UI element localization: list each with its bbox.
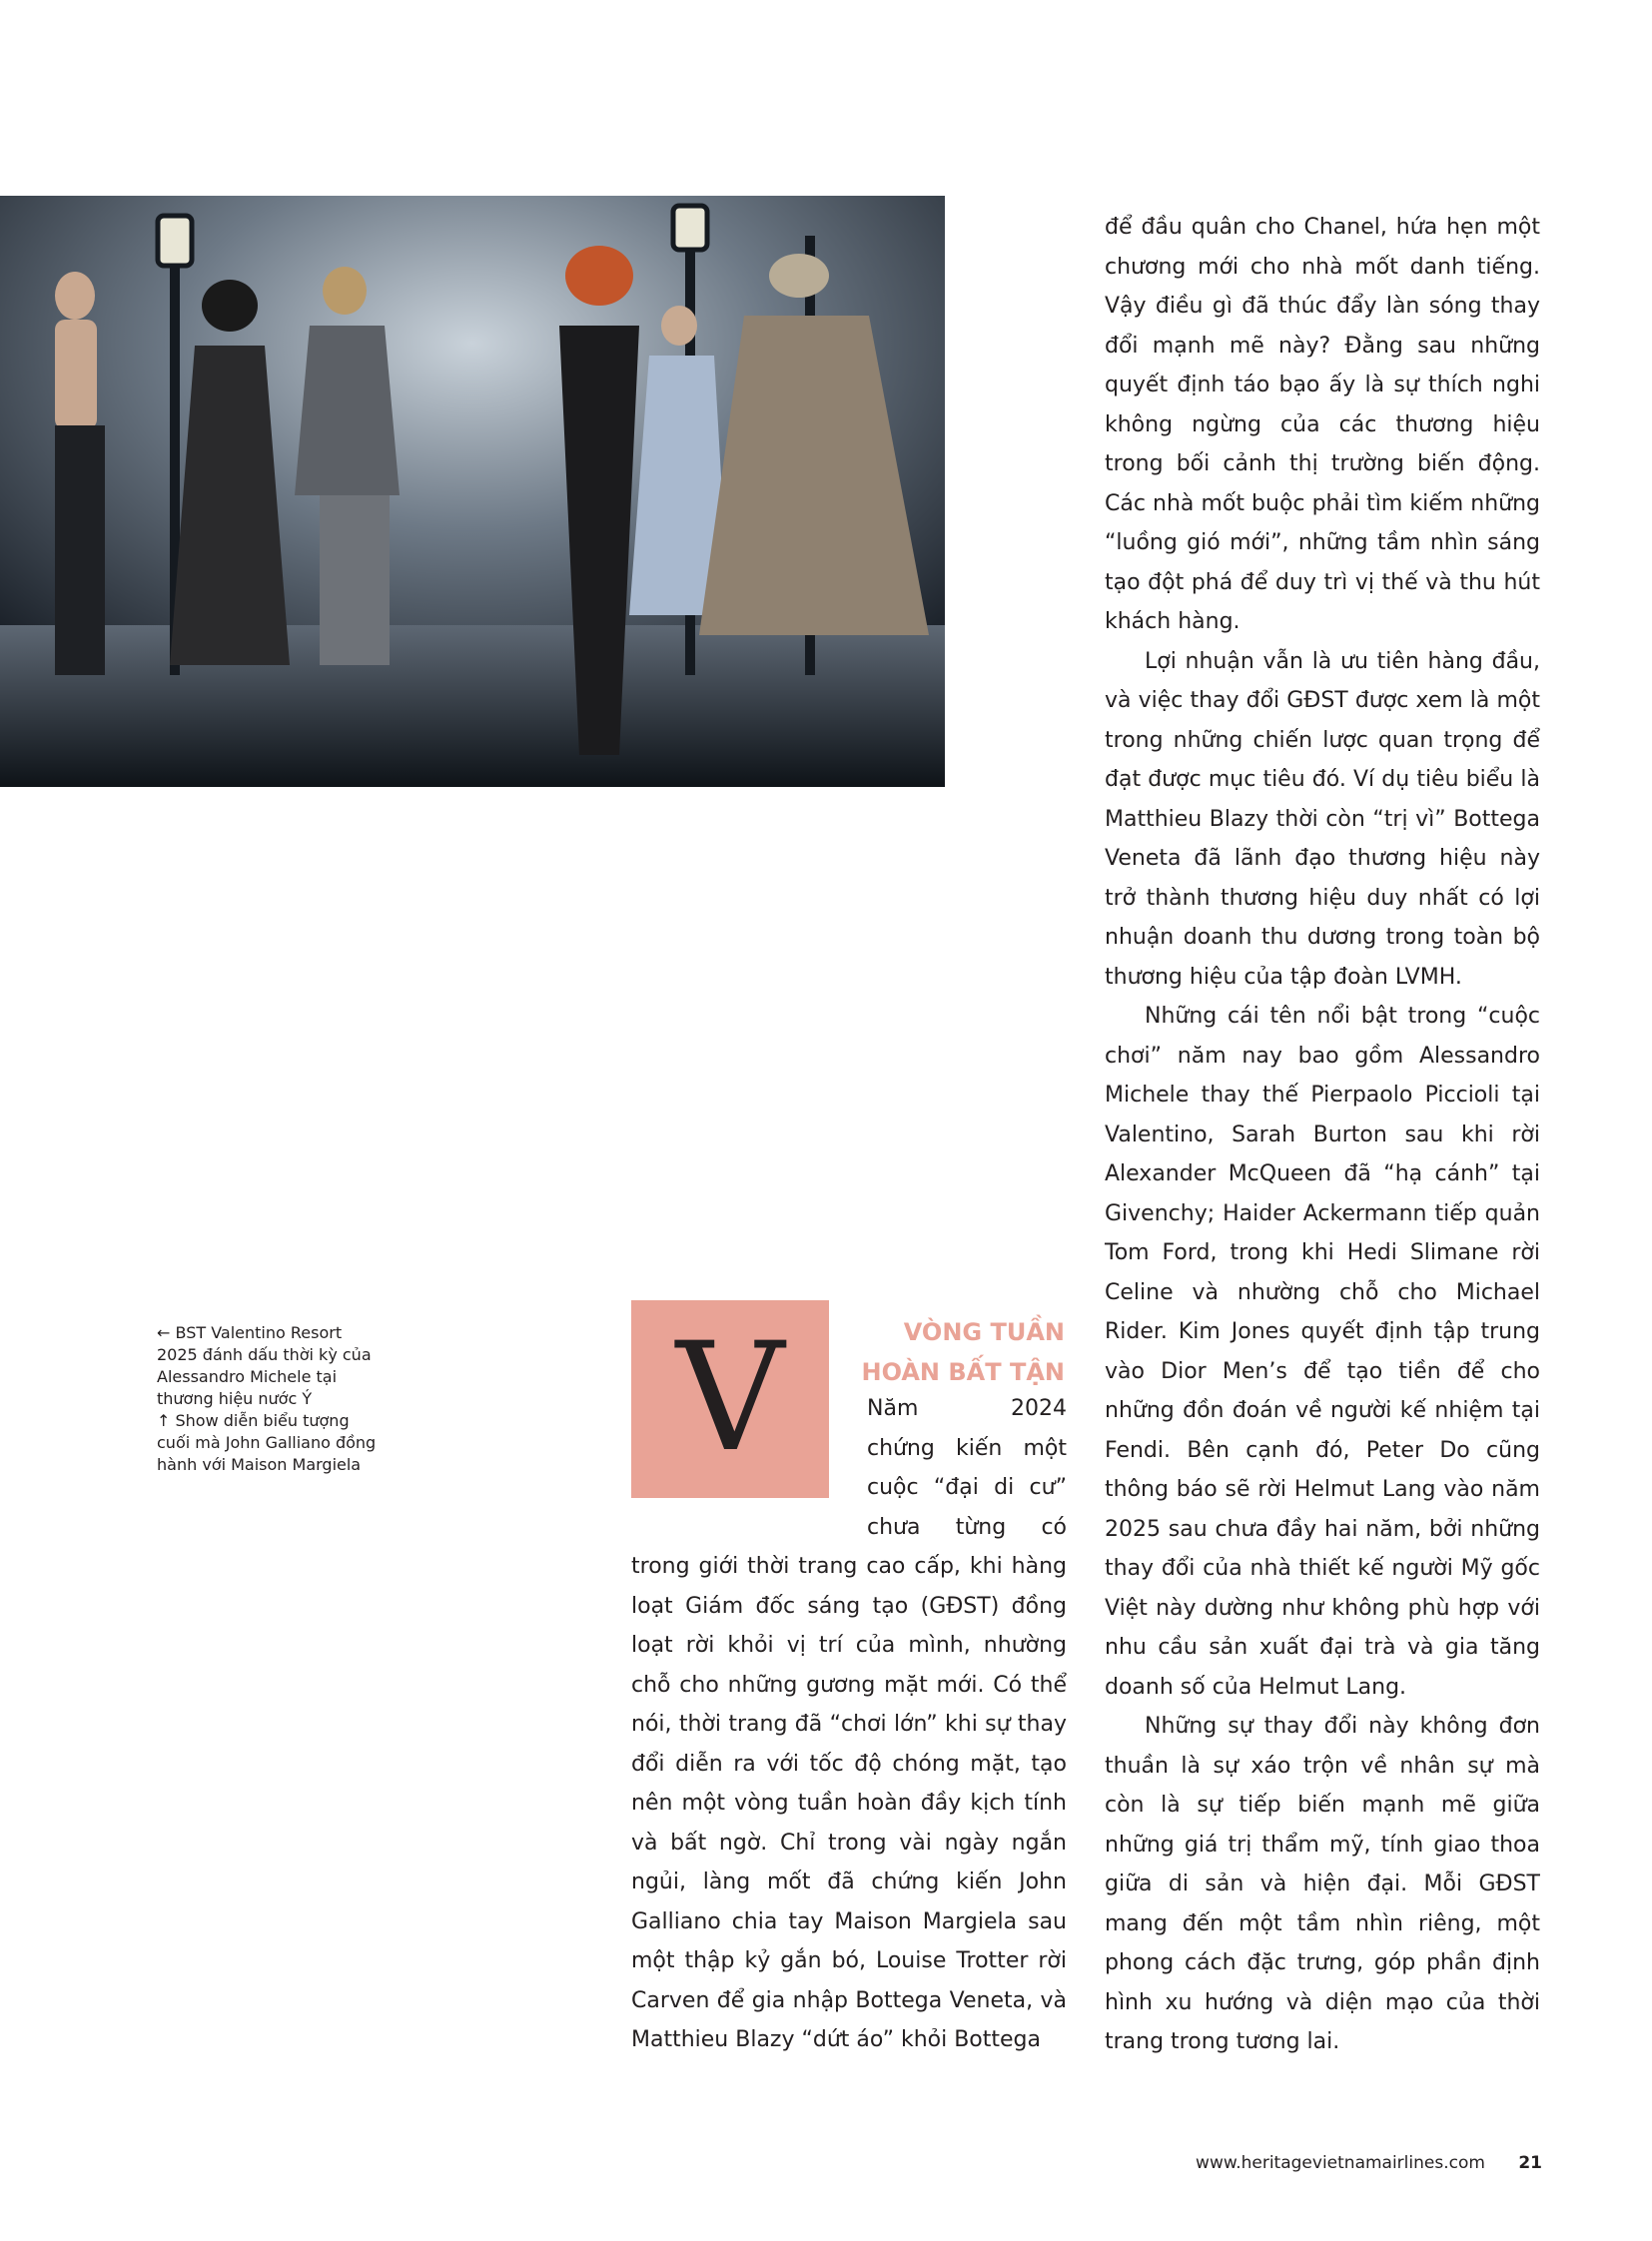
caption-valentino: ← BST Valentino Resort 2025 đánh dấu thời kỳ của Alessandro Michele tại thương hiệu nước Ý: [157, 1323, 372, 1408]
lead-line: chưa từng có: [867, 1514, 1067, 1540]
right-column: [1105, 208, 1540, 2062]
section-heading: [845, 1312, 1065, 1392]
lead-paragraph-continued: [631, 1547, 1067, 2060]
editorial-photo-illustration: [0, 196, 945, 787]
page-number: 21: [1518, 2153, 1542, 2173]
lead-paragraph-wrapped: [867, 1389, 1067, 1547]
body-paragraph: Những cái tên nổi bật trong “cuộc chơi” năm nay bao gồm Alessandro Michele thay thế Pierpaolo Piccioli tại Valentino, Sarah Burton sau khi rời Alexander McQueen đã “hạ cánh” tại Givenchy; Haider Ackermann tiếp quản Tom Ford, trong khi Hedi Slimane rời Celine và nhường chỗ cho Michael Rider. Kim Jones quyết định tập trung vào Dior Men’s để tạo tiền để cho những đồn đoán về người kế nhiệm tại Fendi. Bên cạnh đó, Peter Do cũng thông báo sẽ rời Helmut Lang vào năm 2025 sau chưa đầy hai năm, bởi những thay đổi của nhà thiết kế người Mỹ gốc Việt này dường như không phù hợp với nhu cầu sản xuất đại trà và gia tăng doanh số của Helmut Lang.: [1105, 1004, 1540, 1700]
footer-url[interactable]: www.heritagevietnamairlines.com: [1196, 2153, 1485, 2173]
body-paragraph: Lợi nhuận vẫn là ưu tiên hàng đầu, và việc thay đổi GĐST được xem là một trong những chiến lược quan trọng để đạt được mục tiêu đó. Ví dụ tiêu biểu là Matthieu Blazy thời còn “trị vì” Bottega Veneta đã lãnh đạo thương hiệu này trở thành thương hiệu duy nhất có lợi nhuận doanh thu dương trong toàn bộ thương hiệu của tập đoàn LVMH.: [1105, 648, 1540, 990]
body-paragraph: để đầu quân cho Chanel, hứa hẹn một chương mới cho nhà mốt danh tiếng. Vậy điều gì đã thúc đẩy làn sóng thay đổi mạnh mẽ này? Đằng sau những quyết định táo bạo ấy là sự thích nghi không ngừng của các thương hiệu trong bối cảnh thị trường biến động. Các nhà mốt buộc phải tìm kiếm những “luồng gió mới”, những tầm nhìn sáng tạo đột phá để duy trì vị thế và thu hút khách hàng.: [1105, 215, 1540, 634]
dropcap-box: [631, 1300, 829, 1498]
body-paragraph: Những sự thay đổi này không đơn thuần là sự xáo trộn về nhân sự mà còn là sự tiếp biến mạnh mẽ giữa những giá trị thẩm mỹ, tính giao thoa giữa di sản và hiện đại. Mỗi GĐST mang đến một tầm nhìn riêng, một phong cách đặc trưng, góp phần định hình xu hướng và diện mạo của thời trang trong tương lai.: [1105, 1714, 1540, 2054]
photo-caption: [157, 1322, 377, 1476]
section-heading-line2: HOÀN BẤT TẬN: [861, 1358, 1065, 1386]
dropcap-letter: V: [675, 1311, 785, 1485]
lead-line: chứng kiến một: [867, 1435, 1067, 1461]
caption-margiela: ↑ Show diễn biểu tượng cuối mà John Galliano đồng hành với Maison Margiela: [157, 1411, 377, 1474]
section-heading-line1: VÒNG TUẦN: [903, 1318, 1065, 1346]
lead-line: cuộc “đại di cư”: [867, 1475, 1067, 1500]
body-paragraph: trong giới thời trang cao cấp, khi hàng loạt Giám đốc sáng tạo (GĐST) đồng loạt rời khỏi vị trí của mình, nhường chỗ cho những gương mặt mới. Có thể nói, thời trang đã “chơi lớn” khi sự thay đổi diễn ra với tốc độ chóng mặt, tạo nên một vòng tuần hoàn đầy kịch tính và bất ngờ. Chỉ trong vài ngày ngắn ngủi, làng mốt đã chứng kiến John Galliano chia tay Maison Margiela sau một thập kỷ gắn bó, Louise Trotter rời Carven để gia nhập Bottega Veneta, và Matthieu Blazy “dứt áo” khỏi Bottega: [631, 1554, 1067, 2052]
editorial-photo: [0, 196, 945, 787]
lead-line: Năm 2024: [867, 1396, 1067, 1421]
page-footer: [1196, 2151, 1542, 2175]
